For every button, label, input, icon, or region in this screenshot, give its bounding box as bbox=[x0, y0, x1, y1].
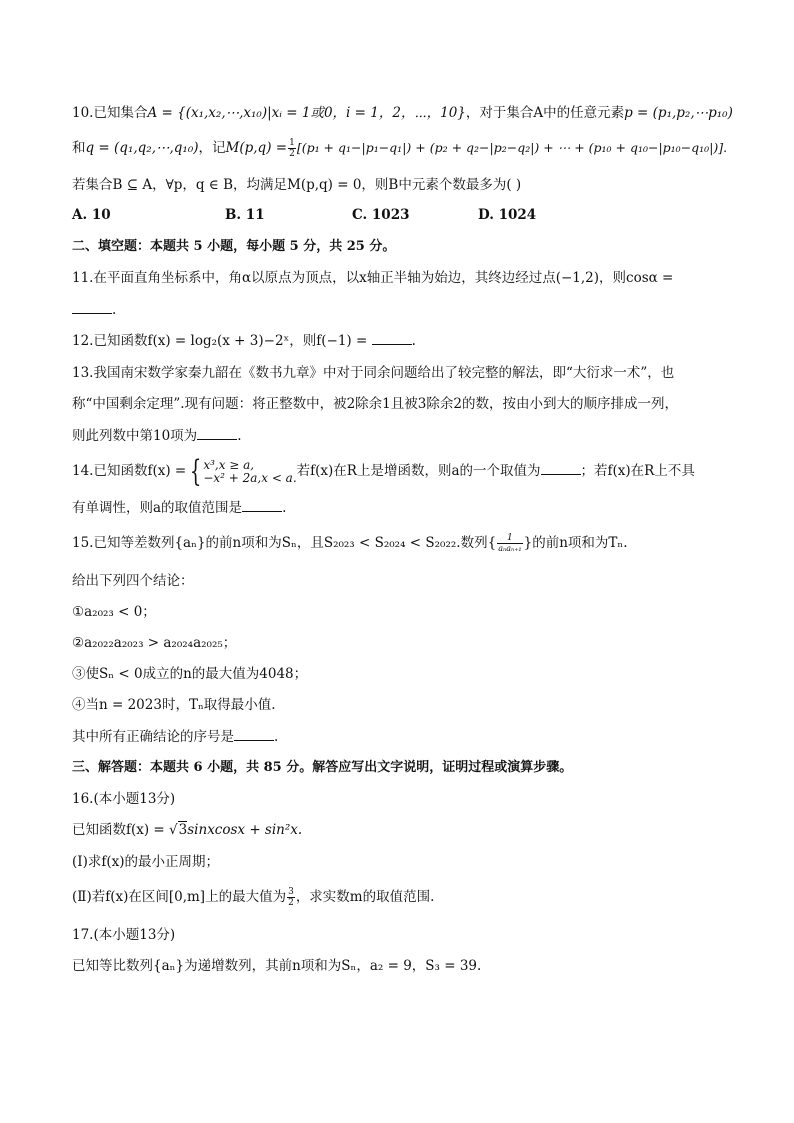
q14-answer-blank-1[interactable] bbox=[541, 460, 581, 475]
q15-conclusion-2: ②a₂₀₂₂a₂₀₂₃ > a₂₀₂₄a₂₀₂₅； bbox=[72, 635, 237, 651]
half-fraction: $\frac{1}{2}$ bbox=[289, 138, 295, 159]
q10-line3: 若集合B ⊆ A，∀p，q ∈ B，均满足M(p,q) = 0，则B中元素个数最多为( ) bbox=[72, 177, 522, 193]
q14-line2: 有单调性，则a的取值范围是 . bbox=[72, 497, 286, 518]
q15-line1: 15.已知等差数列{aₙ}的前n项和为Sₙ，且S₂₀₂₃ < S₂₀₂₄ < S₂₀₂₂.数列{ $\frac{1}{\text{aₙaₙ₊₁}}$ }的前n项和为Tₙ. bbox=[72, 533, 628, 553]
q11-line2: . bbox=[72, 299, 116, 320]
q10-line2: 和q = (q₁,q₂,⋯,q₁₀)，记M(p,q) = $\frac{1}{2}$ [(p₁ + q₁−|p₁−q₁|) + (p₂ + q₂−|p₂−q₂|) + ⋯ + (p₁₀ + q₁₀−|p₁₀−q₁₀|)]. bbox=[72, 138, 728, 159]
q10-line1: 10.已知集合A = {(x₁,x₂,⋯,x₁₀)|xᵢ = 1或0，i = 1，2，⋯，10}，对于集合A中的任意元素p = (p₁,p₂,⋯p₁₀) bbox=[72, 105, 733, 121]
section3-title: 三、解答题：本题共 6 小题，共 85 分。解答应写出文字说明，证明过程或演算步骤。 bbox=[72, 760, 573, 775]
q16-part2: (Ⅱ)若f(x)在区间[0,m]上的最大值为 $\frac{3}{2}$ ，求实数m的取值范围. bbox=[72, 887, 435, 908]
piecewise-brace: { bbox=[190, 453, 202, 489]
q14-line1: 14.已知函数f(x) = { x³,x ≥ a, −x² + 2a,x < a. 若f(x)在R上是增函数，则a的一个取值为 ；若f(x)在R上不具 bbox=[72, 453, 695, 489]
q12-answer-blank[interactable] bbox=[372, 330, 412, 345]
q16-heading: 16.(本小题13分) bbox=[72, 791, 176, 807]
three-halves-fraction: $\frac{3}{2}$ bbox=[288, 887, 294, 908]
q15-intro: 给出下列四个结论： bbox=[72, 573, 194, 589]
q16-part1: (Ⅰ)求f(x)的最小正周期； bbox=[72, 854, 220, 870]
q15-ask: 其中所有正确结论的序号是 . bbox=[72, 726, 278, 747]
reciprocal-fraction: $\frac{1}{\text{aₙaₙ₊₁}}$ bbox=[498, 533, 522, 553]
q15-answer-blank[interactable] bbox=[234, 726, 274, 741]
q15-conclusion-1: ①a₂₀₂₃ < 0； bbox=[72, 604, 156, 620]
q11-line1: 11.在平面直角坐标系中，角α以原点为顶点，以x轴正半轴为始边，其终边经过点(−1,2)，则cosα = bbox=[72, 270, 674, 286]
piecewise-cases: x³,x ≥ a, −x² + 2a,x < a. bbox=[203, 457, 297, 485]
q17-heading: 17.(本小题13分) bbox=[72, 927, 176, 943]
section2-title: 二、填空题：本题共 5 小题，每小题 5 分，共 25 分。 bbox=[72, 239, 396, 254]
q10-option-a: A. 10 bbox=[72, 207, 111, 223]
q13-answer-blank[interactable] bbox=[197, 425, 237, 440]
q13-line1: 13.我国南宋数学家秦九韶在《数书九章》中对于同余问题给出了较完整的解法，即“大衍求一术”，也 bbox=[72, 365, 675, 381]
q12-line: 12.已知函数f(x) = log₂(x + 3)−2ˣ，则f(−1) = . bbox=[72, 330, 416, 351]
q10-option-b: B. 11 bbox=[225, 207, 265, 223]
q17-stem: 已知等比数列{aₙ}为递增数列，其前n项和为Sₙ，a₂ = 9，S₃ = 39. bbox=[72, 958, 482, 974]
q13-line2: 称“中国剩余定理”.现有问题：将正整数中，被2除余1且被3除余2的数，按由小到大的顺序排成一列， bbox=[72, 396, 678, 412]
q13-line3: 则此列数中第10项为 . bbox=[72, 425, 241, 446]
q10-option-c: C. 1023 bbox=[352, 207, 410, 223]
q11-answer-blank[interactable] bbox=[72, 299, 112, 314]
q14-answer-blank-2[interactable] bbox=[242, 497, 282, 512]
q16-stem: 已知函数f(x) = √3sinxcosx + sin²x. bbox=[72, 822, 303, 838]
q15-conclusion-4: ④当n = 2023时，Tₙ取得最小值. bbox=[72, 697, 276, 713]
q10-option-d: D. 1024 bbox=[478, 207, 537, 223]
sqrt-symbol: √ bbox=[169, 822, 178, 838]
q15-conclusion-3: ③使Sₙ < 0成立的n的最大值为4048； bbox=[72, 666, 308, 682]
